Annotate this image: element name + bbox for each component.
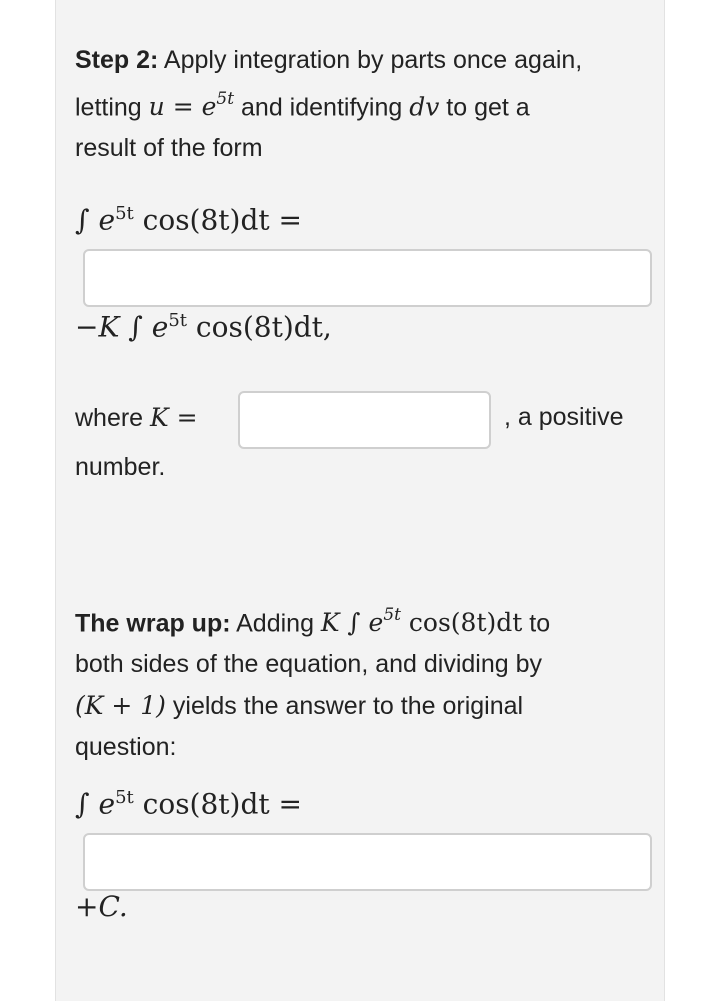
where-k-label: where K = — [75, 403, 198, 432]
step2-line2: letting $u = e^{5t}$ and identifying dv to get a — [75, 89, 530, 122]
answer-integral-input[interactable] — [83, 249, 652, 307]
equation1-rhs: −K ∫ $e^{5t}$ cos(8t)dt, — [75, 310, 332, 344]
positive-suffix: , a positive — [504, 403, 624, 431]
equation1-lhs: ∫ $e^{5t}$ cos(8t)dt = — [75, 203, 303, 237]
dv-expression: dv — [409, 92, 440, 122]
wrapup-line1: The wrap up: Adding K ∫ $e^{5t}$ cos(8t)dt to — [75, 605, 551, 638]
step2-line1: Step 2: Apply integration by parts once again, — [75, 46, 583, 74]
wrapup-line3: (K + 1) yields the answer to the original — [75, 691, 524, 721]
wrapup-line2: both sides of the equation, and dividing by — [75, 650, 543, 679]
step2-label: Step 2: — [75, 46, 159, 74]
wrapup-line4: question: — [75, 733, 177, 762]
wrapup-paragraph — [75, 597, 645, 768]
final-answer-input[interactable] — [83, 833, 652, 891]
plus-c-term: +C. — [75, 890, 128, 923]
wrapup-label: The wrap up: — [75, 609, 231, 638]
k-integral-expression: K ∫ $e^{5t}$ cos(8t)dt — [320, 605, 523, 638]
u-expression: $u = e^{5t}$ — [148, 89, 235, 122]
k-plus-one: (K + 1) — [75, 691, 166, 721]
step2-paragraph — [75, 40, 645, 169]
k-value-input[interactable] — [238, 391, 491, 449]
question-card — [55, 0, 665, 1001]
equation2-lhs: ∫ $e^{5t}$ cos(8t)dt = — [75, 787, 303, 821]
step2-line3: result of the form — [75, 134, 263, 163]
number-word: number. — [75, 453, 166, 481]
